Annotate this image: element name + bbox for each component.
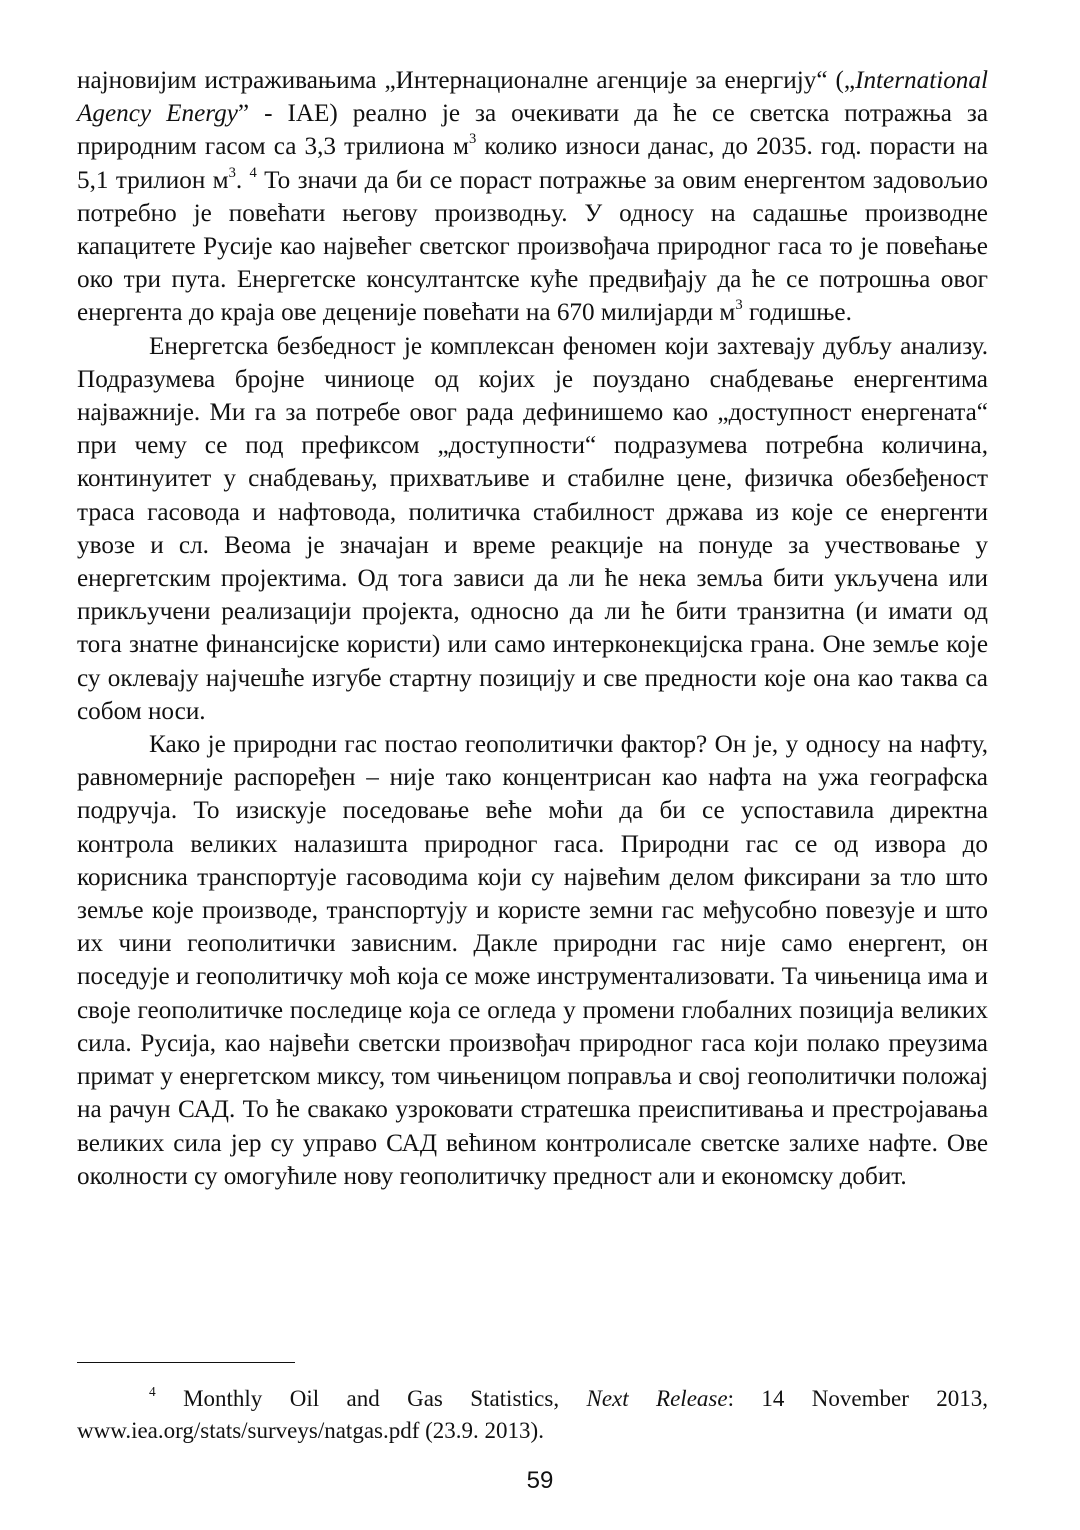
footnote-text-b: : 14 November 2013, www.iea.org/stats/surveys/natgas.pdf (23.9. 2013).: [77, 1386, 988, 1443]
footnote-separator: [77, 1362, 295, 1363]
page-number: 59: [526, 1467, 554, 1494]
paragraph-1-text-a: најновијим истраживањима „Интернационалне агенције за енергију“ („: [77, 67, 856, 94]
paragraph-1: [77, 64, 988, 330]
paragraph-1-text-c: колико износи данас, до 2035. год. порасти на 5,1 трилион м: [77, 133, 989, 194]
paragraph-1-italic-term: International Agency Energy: [77, 67, 988, 128]
paragraph-1-text-b: ” - IAE) реално је за очекивати да ће се светска потражња за природним гасом са 3,3 трилиона м: [77, 100, 988, 161]
paragraph-1-text-d: .: [235, 166, 250, 194]
superscript-cubic-1: 3: [468, 131, 477, 148]
footnote-marker: 4: [149, 1384, 156, 1399]
paragraph-1-text-f: годишње.: [742, 299, 852, 327]
footnote-text-a: Monthly Oil and Gas Statistics,: [155, 1386, 587, 1411]
paragraph-1-text-e: То значи да би се пораст потражње за овим енергентом задовољио потребно је повећати његову производњу. У односу на садашње производне капацитете Русије као највећег светског произвођача природног гаса то је повећање око три пута. Енергетске консултантске куће предвиђају да ће се потрошња овог енергента до краја ове деценије повећати на 670 милијарди м: [77, 166, 988, 327]
paragraph-2: Енергетска безбедност је комплексан феномен који захтевају дубљу анализу. Подразумева бројне чиниоце од којих је поуздано снабдевање енергентима најважније. Ми га за потребе овог рада дефинишемо као „доступност енергената“ при чему се под префиксом „доступности“ подразумева потребна количина, континуитет у снабдевању, прихватљиве и стабилне цене, физичка обезбеђеност траса гасовода и нафтовода, политичка стабилност држава из које се енергенти увозе и сл. Веома је значајан и време реакције на понуде за учествовање у енергетским пројектима. Од тога зависи да ли ће нека земља бити укључена или прикључени реализацији пројекта, односно да ли ће бити транзитна (и имати од тога знатне финансијске користи) или само интерконекцијска грана. Оне земље које су оклевају најчешће изгубе стартну позицију и све предности које она као таква са собом носи.: [77, 332, 988, 725]
footnote-italic: Next Release: [586, 1386, 728, 1411]
superscript-cubic-3: 3: [735, 297, 743, 314]
footnote-4: [77, 1383, 988, 1447]
paragraph-3: Како је природни гас постао геополитички фактор? Он је, у односу на нафту, равномерније распоређен – није тако концентрисан као нафта на ужа географска подручја. То изискује поседовање веће моћи да би се успоставила директна контрола великих налазишта природног гаса. Природни гас се од извора до корисника транспортује гасоводима који су највећим делом фиксирани за тло што земље које производе, транспортују и користе земни гас међусобно повезује и што их чини геополитички зависним. Дакле природни гас није само енергент, он поседује и геополитичку моћ која се може инструментализовати. Та чињеница има и своје геополитичке последице која се огледа у промени глобалних позиција великих сила. Русија, као највећи светски произвођач природног гаса који полако преузима примат у енергетском миксу, том чињеницом поправља и свој геополитички положај на рачун САД. То ће свакако узроковати стратешка преиспитивања и престројавања великих сила јер су управо САД већином контролисале светске залихе нафте. Ове околности су омогућиле нову геополитичку предност али и економску добит.: [77, 731, 988, 1190]
footnote-reference-4[interactable]: 4: [249, 164, 257, 181]
page-body: [77, 64, 988, 1193]
superscript-cubic-2: 3: [228, 164, 236, 181]
